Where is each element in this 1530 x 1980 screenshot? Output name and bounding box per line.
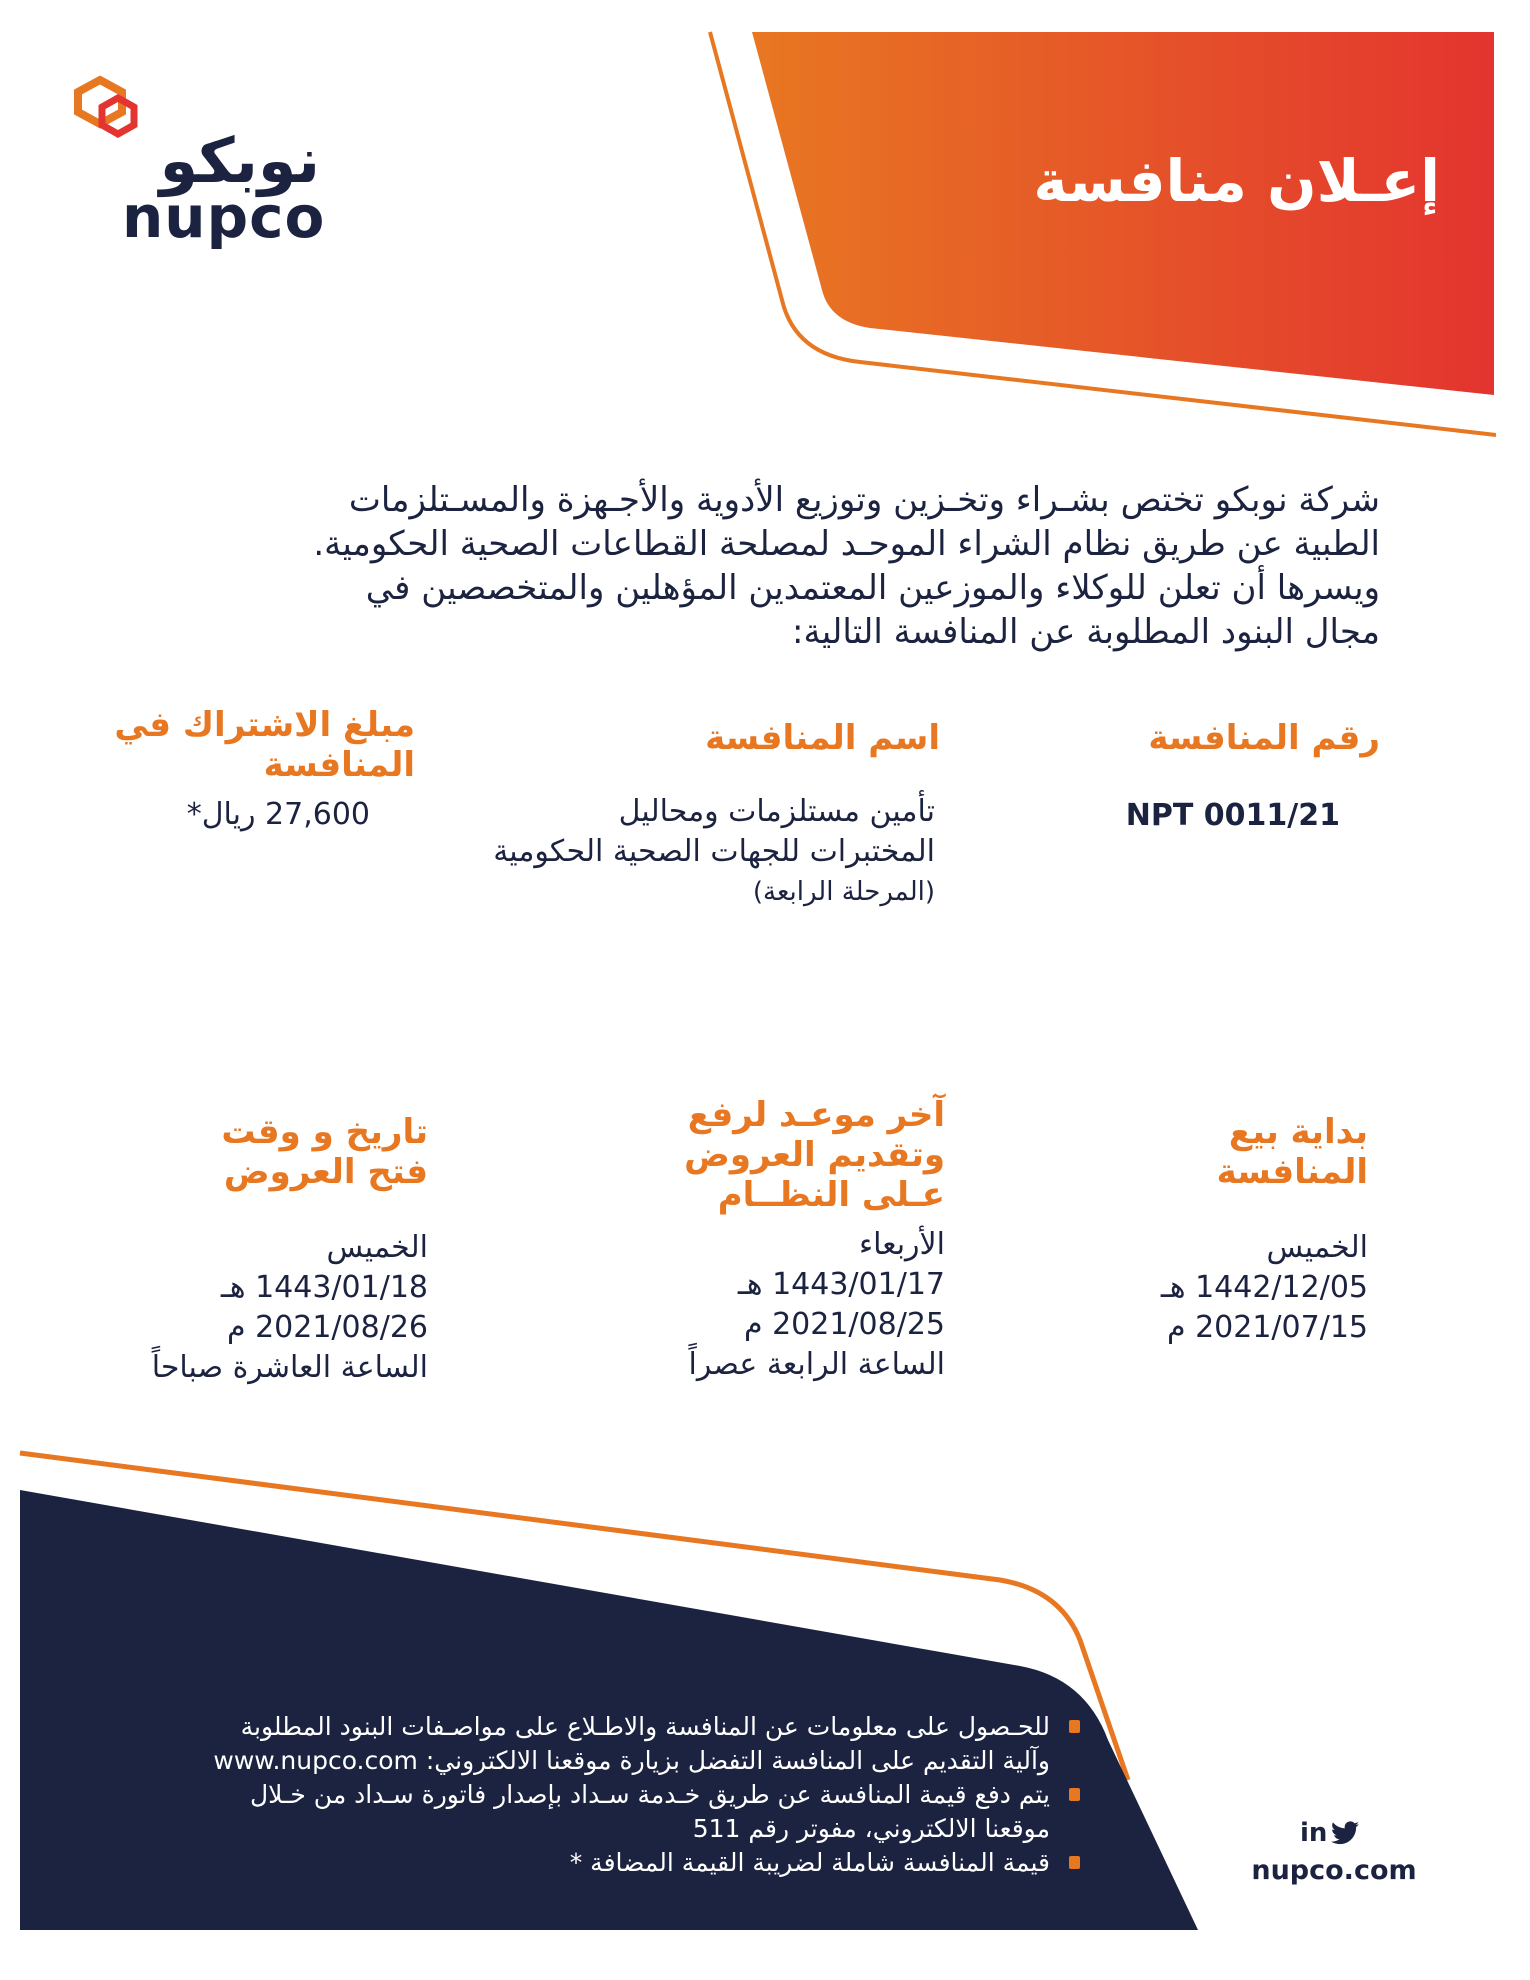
opening-header: فتح العروض (223, 1152, 428, 1192)
announcement-title: إعـلان منافسة (1033, 147, 1440, 215)
tender-name-line: المختبرات للجهات الصحية الحكومية (493, 834, 935, 869)
intro-line: ويسرها أن تعلن للوكلاء والموزعين المعتمدين المؤهلين والمتخصصين في (365, 568, 1380, 608)
footer-note-line: يتم دفع قيمة المنافسة عن طريق خـدمة سـداد بإصدار فاتورة سـداد من خـلال (250, 1780, 1050, 1809)
bid-opening-block (90, 1112, 428, 1388)
deadline-line: الساعة الرابعة عصراً (688, 1347, 945, 1382)
deadline-line: الأربعاء (858, 1227, 945, 1262)
bullet-icon (1069, 1856, 1080, 1869)
nupco-logo-icon (78, 80, 134, 134)
tender-fee-header: المنافسة (263, 745, 415, 785)
opening-header: تاريخ و وقت (221, 1112, 428, 1152)
intro-line: مجال البنود المطلوبة عن المنافسة التالية: (792, 612, 1380, 652)
tender-name-header: اسم المنافسة (705, 718, 940, 758)
tender-name-line: (المرحلة الرابعة) (752, 877, 935, 907)
tender-fee-value: 27,600 ريال* (186, 797, 370, 832)
logo-english-text: nupco (122, 183, 326, 251)
footer-note-line: وآلية التقديم على المنافسة التفضل بزيارة موقعنا الالكتروني: www.nupco.com (213, 1746, 1050, 1775)
social-links (1300, 1818, 1359, 1848)
tender-name-line: تأمين مستلزمات ومحاليل (618, 794, 935, 829)
tender-number-value: NPT 0011/21 (1125, 798, 1340, 833)
footer-note (40, 1710, 1080, 1778)
footer-note-line: موقعنا الالكتروني، مفوتر رقم 511 (692, 1814, 1050, 1843)
intro-line: الطبية عن طريق نظام الشراء الموحـد لمصلحة القطاعات الصحية الحكومية. (313, 524, 1380, 564)
sale-start-header: المنافسة (1216, 1152, 1368, 1192)
footer-note-line: للحـصول على معلومات عن المنافسة والاطـلاع على مواصـفات البنود المطلوبة (240, 1712, 1050, 1741)
website-link[interactable]: nupco.com (1251, 1855, 1417, 1886)
opening-line: 2021/08/26 م (226, 1310, 428, 1345)
opening-line: 1443/01/18 هـ (220, 1270, 428, 1305)
sale-start-line: 1442/12/05 هـ (1160, 1270, 1368, 1305)
bullet-icon (1069, 1720, 1080, 1733)
linkedin-icon[interactable]: in (1300, 1818, 1328, 1848)
footer-note (40, 1846, 1080, 1880)
footer-note-line: قيمة المنافسة شاملة لضريبة القيمة المضافة * (569, 1848, 1050, 1877)
deadline-line: 2021/08/25 م (743, 1307, 945, 1342)
sale-start-line: الخميس (1266, 1230, 1368, 1265)
footer-notes (40, 1710, 1080, 1880)
sale-start-header: بداية بيع (1228, 1112, 1368, 1152)
deadline-header: آخر موعـد لرفع (687, 1095, 945, 1135)
sale-start-line: 2021/07/15 م (1166, 1310, 1368, 1345)
tender-name-block (480, 718, 940, 912)
deadline-header: وتقديم العروض (684, 1135, 945, 1175)
footer-note (40, 1778, 1080, 1846)
submission-deadline-block (600, 1095, 945, 1385)
opening-line: الساعة العاشرة صباحاً (151, 1350, 428, 1385)
bullet-icon (1069, 1788, 1080, 1801)
tender-number-header: رقم المنافسة (1148, 718, 1380, 758)
tender-number-block (1080, 718, 1380, 836)
tender-fee-block (100, 705, 415, 835)
tender-fee-header: مبلغ الاشتراك في (114, 705, 415, 745)
deadline-line: 1443/01/17 هـ (737, 1267, 945, 1302)
sale-start-block (1100, 1112, 1368, 1348)
logo-arabic-text: نوبكو (159, 124, 320, 197)
deadline-header: عـلى النظــام (717, 1175, 945, 1215)
opening-line: الخميس (326, 1230, 428, 1265)
intro-paragraph (270, 478, 1380, 654)
intro-line: شركة نوبكو تختص بشـراء وتخـزين وتوزيع الأدوية والأجـهزة والمسـتلزمات (348, 480, 1380, 520)
twitter-bird-icon[interactable] (1331, 1821, 1359, 1845)
